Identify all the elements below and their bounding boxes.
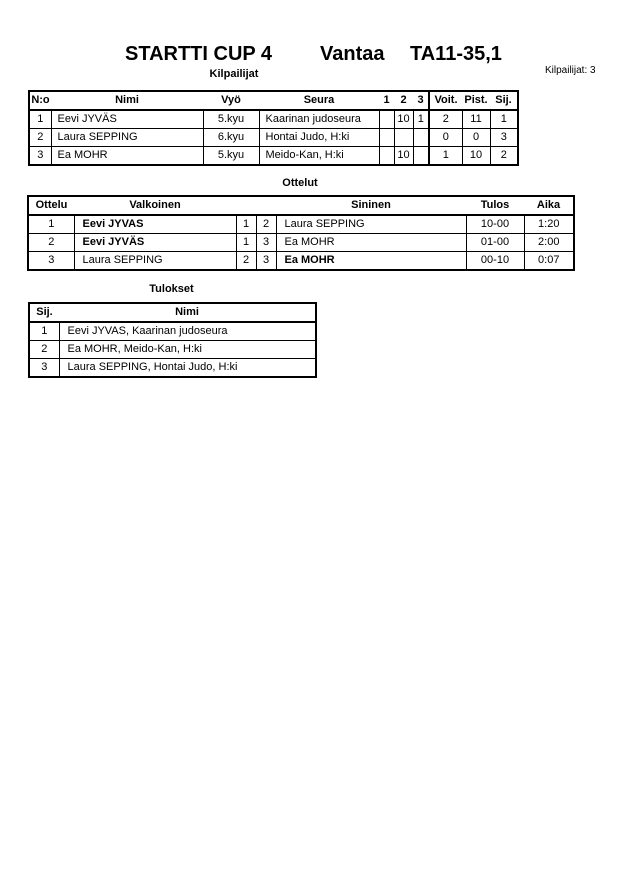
white-player-cell: Eevi JYVAS [74, 215, 236, 234]
results-section-title: Tulokset [149, 283, 194, 295]
result-row [29, 359, 316, 378]
white-player-cell: Laura SEPPING [74, 252, 236, 271]
competitor-name-cell: Eevi JYVÄS [51, 110, 203, 129]
header-blue-number [256, 196, 276, 215]
header-wins: Voit. [429, 91, 462, 110]
city-name: Vantaa [320, 43, 385, 65]
matches-section-title: Ottelut [282, 177, 318, 189]
club-cell: Hontai Judo, H:ki [259, 129, 379, 147]
result-place-cell: 3 [29, 359, 59, 378]
header-blue: Sininen [276, 196, 466, 215]
points-cell: 10 [462, 147, 490, 166]
belt-cell: 5.kyu [203, 147, 259, 166]
wins-cell: 1 [429, 147, 462, 166]
match-number-cell: 2 [28, 234, 74, 252]
header-match2: 2 [394, 91, 413, 110]
club-cell: Kaarinan judoseura [259, 110, 379, 129]
time-cell: 2:00 [524, 234, 574, 252]
time-cell: 0:07 [524, 252, 574, 271]
matches-table [27, 195, 575, 271]
header-place: Sij. [29, 303, 59, 322]
results-table [28, 302, 317, 378]
header-name: Nimi [51, 91, 203, 110]
competitor-row [29, 110, 518, 129]
belt-cell: 6.kyu [203, 129, 259, 147]
competitor-number-cell: 2 [29, 129, 51, 147]
competitors-table [28, 90, 519, 166]
result-row [29, 322, 316, 341]
club-cell: Meido-Kan, H:ki [259, 147, 379, 166]
match3-score-cell [413, 147, 429, 166]
wins-cell: 2 [429, 110, 462, 129]
result-cell: 00-10 [466, 252, 524, 271]
result-row [29, 341, 316, 359]
points-cell: 11 [462, 110, 490, 129]
header-points: Pist. [462, 91, 490, 110]
category-code: TA11-35,1 [410, 43, 502, 65]
result-place-cell: 2 [29, 341, 59, 359]
match-row [28, 252, 574, 271]
belt-cell: 5.kyu [203, 110, 259, 129]
match2-score-cell: 10 [394, 147, 413, 166]
header-white-number [236, 196, 256, 215]
header-belt: Vyö [203, 91, 259, 110]
blue-player-cell: Ea MOHR [276, 252, 466, 271]
blue-player-cell: Ea MOHR [276, 234, 466, 252]
header-white: Valkoinen [74, 196, 236, 215]
result-cell: 10-00 [466, 215, 524, 234]
result-name-cell: Ea MOHR, Meido-Kan, H:ki [59, 341, 316, 359]
competitor-number-cell: 1 [29, 110, 51, 129]
match1-score-cell [379, 129, 394, 147]
results-header-row [29, 303, 316, 322]
competitor-name-cell: Ea MOHR [51, 147, 203, 166]
result-name-cell: Laura SEPPING, Hontai Judo, H:ki [59, 359, 316, 378]
white-number-cell: 1 [236, 234, 256, 252]
points-cell: 0 [462, 129, 490, 147]
white-number-cell: 1 [236, 215, 256, 234]
match-row [28, 215, 574, 234]
white-player-cell: Eevi JYVÄS [74, 234, 236, 252]
matches-header-row [28, 196, 574, 215]
match-row [28, 234, 574, 252]
header-club: Seura [259, 91, 379, 110]
white-number-cell: 2 [236, 252, 256, 271]
place-cell: 2 [490, 147, 518, 166]
blue-number-cell: 3 [256, 234, 276, 252]
header-time: Aika [524, 196, 574, 215]
match3-score-cell: 1 [413, 110, 429, 129]
wins-cell: 0 [429, 129, 462, 147]
competitors-header-row [29, 91, 518, 110]
competitor-number-cell: 3 [29, 147, 51, 166]
match-number-cell: 3 [28, 252, 74, 271]
header-match1: 1 [379, 91, 394, 110]
match3-score-cell [413, 129, 429, 147]
blue-number-cell: 3 [256, 252, 276, 271]
header-result: Tulos [466, 196, 524, 215]
match1-score-cell [379, 110, 394, 129]
header-number: N:o [29, 91, 51, 110]
header-match-number: Ottelu [28, 196, 74, 215]
competitor-name-cell: Laura SEPPING [51, 129, 203, 147]
header-place: Sij. [490, 91, 518, 110]
result-cell: 01-00 [466, 234, 524, 252]
result-place-cell: 1 [29, 322, 59, 341]
blue-player-cell: Laura SEPPING [276, 215, 466, 234]
competitor-row [29, 147, 518, 166]
match2-score-cell [394, 129, 413, 147]
competitors-section-title: Kilpailijat [209, 68, 259, 80]
place-cell: 1 [490, 110, 518, 129]
competitor-row [29, 129, 518, 147]
header-name: Nimi [59, 303, 316, 322]
time-cell: 1:20 [524, 215, 574, 234]
header-match3: 3 [413, 91, 429, 110]
result-name-cell: Eevi JYVAS, Kaarinan judoseura [59, 322, 316, 341]
blue-number-cell: 2 [256, 215, 276, 234]
match1-score-cell [379, 147, 394, 166]
tournament-name: STARTTI CUP 4 [125, 43, 273, 65]
competitor-count: Kilpailijat: 3 [545, 65, 596, 76]
place-cell: 3 [490, 129, 518, 147]
match-number-cell: 1 [28, 215, 74, 234]
match2-score-cell: 10 [394, 110, 413, 129]
